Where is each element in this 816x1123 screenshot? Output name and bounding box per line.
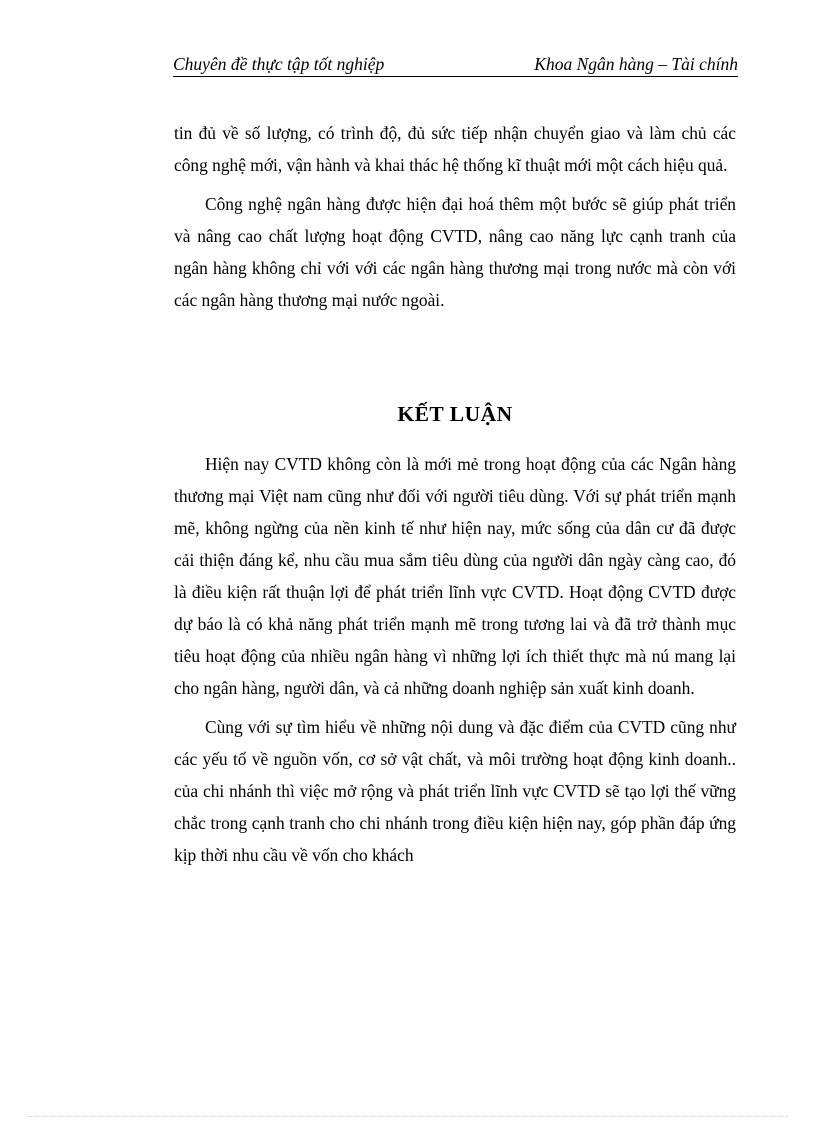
paragraph-continued: tin đủ về số lượng, có trình độ, đủ sức tiếp nhận chuyển giao và làm chủ các công nghệ mới, vận hành và khai thác hệ thống kĩ thuật mới một cách hiệu quả. bbox=[174, 123, 736, 175]
header-left-text: Chuyên đề thực tập tốt nghiệp bbox=[173, 54, 385, 74]
paragraph: Cùng với sự tìm hiểu về những nội dung và đặc điểm của CVTD cũng như các yếu tố về nguồn vốn, cơ sở vật chất, và môi trường hoạt động kinh doanh.. của chi nhánh thì việc mở rộng và phát triển lĩnh vực CVTD sẽ tạo lợi thế vững chắc trong cạnh tranh cho chi nhánh trong điều kiện hiện nay, góp phần đáp ứng kịp thời nhu cầu về vốn cho khách bbox=[174, 717, 736, 865]
section-title: KẾT LUẬN bbox=[397, 402, 513, 426]
document-body bbox=[174, 117, 736, 878]
page-header bbox=[173, 52, 738, 77]
page-bottom-divider bbox=[28, 1116, 788, 1117]
paragraph: Hiện nay CVTD không còn là mới mẻ trong hoạt động của các Ngân hàng thương mại Việt nam cũng như đối với người tiêu dùng. Với sự phát triển mạnh mẽ, không ngừng của nền kinh tế như hiện nay, mức sống của dân cư đã được cải thiện đáng kể, nhu cầu mua sắm tiêu dùng của người dân ngày càng cao, đó là điều kiện rất thuận lợi để phát triển lĩnh vực CVTD. Hoạt động CVTD được dự báo là có khả năng phát triển mạnh mẽ trong tương lai và đã trở thành mục tiêu hoạt động của nhiều ngân hàng vì những lợi ích thiết thực mà nú mang lại cho ngân hàng, người dân, và cả những doanh nghiệp sản xuất kinh doanh. bbox=[174, 454, 736, 698]
header-right-text: Khoa Ngân hàng – Tài chính bbox=[534, 54, 738, 74]
paragraph: Công nghệ ngân hàng được hiện đại hoá thêm một bước sẽ giúp phát triển và nâng cao chất lượng hoạt động CVTD, nâng cao năng lực cạnh tranh của ngân hàng không chỉ với với các ngân hàng thương mại trong nước mà còn với các ngân hàng thương mại nước ngoài. bbox=[174, 194, 736, 310]
